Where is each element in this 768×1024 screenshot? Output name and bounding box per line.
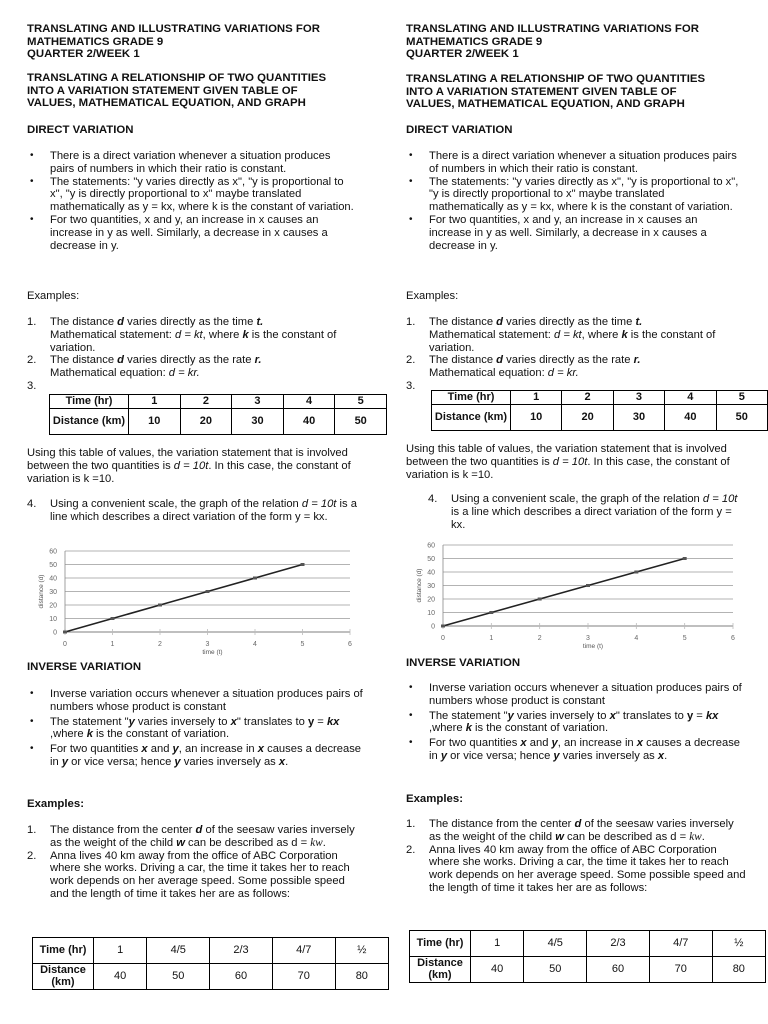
data-point xyxy=(253,577,257,580)
inverse-bullet-2-right: • The statement "y varies inversely to x" translates to y = kx ,where k is the constant of variation. xyxy=(406,710,746,736)
direct-table-time-row: Time (hr) 1 2 3 4 5 xyxy=(50,395,387,409)
x-axis-label: time (t) xyxy=(582,643,604,650)
direct-table-distance-row: Distance (km) 10 20 30 40 50 xyxy=(50,408,387,434)
title-line-1: TRANSLATING AND ILLUSTRATING VARIATIONS FOR xyxy=(27,23,320,35)
subtitle-line-3: VALUES, MATHEMATICAL EQUATION, AND GRAPH xyxy=(27,97,306,109)
y-tick-label: 60 xyxy=(427,542,435,550)
subtitle-line-2-right: INTO A VARIATION STATEMENT GIVEN TABLE OF xyxy=(406,85,677,98)
x-tick-label: 0 xyxy=(441,635,445,642)
direct-example-3-right: 3. xyxy=(406,379,416,392)
x-tick-label: 4 xyxy=(634,635,639,642)
direct-table-explanation-right: Using this table of values, the variation statement that is involved between the two quantities is d = 10t. In this case, the constant of variation is k =10. xyxy=(406,443,730,481)
y-tick-label: 20 xyxy=(49,602,57,610)
direct-bullet-2: • The statements: "y varies directly as x", "y is proportional to x", "y is directly proportional to x" maybe translated mathematically as y = kx, where k is the constant of variation. xyxy=(27,176,357,214)
direct-example-1: 1. The distance d varies directly as the time t. Mathematical statement: d = kt, where k is the constant of variation. xyxy=(27,316,337,354)
direct-example-4: 4. Using a convenient scale, the graph of the relation d = 10t is a line which describes a direct variation of the form y = kx. xyxy=(27,498,357,523)
inverse-examples xyxy=(27,824,362,901)
inverse-examples-right xyxy=(406,818,746,895)
subtitle-block xyxy=(27,72,372,110)
x-tick-label: 4 xyxy=(253,641,257,648)
y-tick-label: 20 xyxy=(427,596,435,604)
x-tick-label: 6 xyxy=(731,635,735,642)
inverse-table xyxy=(32,937,389,990)
direct-bullet-2-right: • The statements: "y varies directly as x", "y is proportional to x", "y is directly proportional to x" maybe translated mathematically as y = kx, where k is the constant of variation. xyxy=(406,176,741,214)
title-line-2: MATHEMATICS GRADE 9 xyxy=(27,35,164,48)
inverse-bullet-3: • For two quantities x and y, an increase in x causes a decrease in y or vice versa; hence y varies inversely as x. xyxy=(27,743,367,769)
y-tick-label: 30 xyxy=(49,589,57,596)
subtitle-block-right xyxy=(406,73,751,111)
inverse-table-distance-row-right: Distance (km) 40 50 60 70 80 xyxy=(410,957,766,983)
inverse-bullet-1-right: • Inverse variation occurs whenever a situation produces pairs of numbers whose product is constant xyxy=(406,682,746,708)
x-tick-label: 5 xyxy=(682,635,687,642)
direct-example-4-list xyxy=(27,498,357,524)
x-tick-label: 1 xyxy=(489,635,494,642)
data-point xyxy=(206,590,210,593)
direct-table-right xyxy=(431,390,768,431)
direct-examples-label: Examples: xyxy=(27,290,80,302)
y-tick-label: 30 xyxy=(427,583,435,590)
inverse-examples-label-right: Examples: xyxy=(406,793,463,805)
subtitle-line-1-right: TRANSLATING A RELATIONSHIP OF TWO QUANTITIES xyxy=(406,73,706,85)
data-point xyxy=(586,584,590,587)
inverse-bullet-3-right: • For two quantities x and y, an increase in x causes a decrease in y or vice versa; hence y varies inversely as x. xyxy=(406,737,746,763)
x-tick-label: 2 xyxy=(537,635,542,642)
y-axis-label: distance (d) xyxy=(38,574,45,609)
inverse-table-right xyxy=(409,930,766,983)
subtitle-line-3-right: VALUES, MATHEMATICAL EQUATION, AND GRAPH xyxy=(406,98,685,110)
inverse-variation-bullets-right xyxy=(406,682,746,763)
direct-variation-bullets-right xyxy=(406,150,741,252)
direct-example-2: 2. The distance d varies directly as the rate r. Mathematical equation: d = kr. xyxy=(27,354,262,380)
direct-bullet-3: • For two quantities, x and y, an increase in x causes an increase in y as well. Similarly, a decrease in x causes a decrease in y. xyxy=(27,214,357,252)
direct-bullet-1-right: • There is a direct variation whenever a situation produces pairs of numbers in which their ratio is constant. xyxy=(406,150,741,176)
inverse-example-2: 2. Anna lives 40 km away from the office of ABC Corporation where she works. Driving a car, the time it takes her to reach work depends on her average speed. Some possible speed and the length of time it takes her are as follows: xyxy=(27,849,350,900)
title-line-3: QUARTER 2/WEEK 1 xyxy=(27,48,140,60)
inverse-examples-label: Examples: xyxy=(27,798,84,810)
y-tick-label: 0 xyxy=(53,629,57,637)
inverse-bullet-2: • The statement "y varies inversely to x" translates to y = kx ,where k is the constant of variation. xyxy=(27,716,367,742)
direct-example-1-right: 1. The distance d varies directly as the time t. Mathematical statement: d = kt, where k is the constant of variation. xyxy=(406,316,716,354)
inverse-example-1: 1. The distance from the center d of the seesaw varies inversely as the weight of the child w can be described as d = kw. xyxy=(27,824,355,849)
title-block xyxy=(27,23,372,61)
direct-example-2-right: 2. The distance d varies directly as the rate r. Mathematical equation: d = kr. xyxy=(406,354,641,380)
data-point xyxy=(538,598,542,601)
series-line xyxy=(443,559,685,627)
x-axis-label: time (t) xyxy=(202,649,223,656)
direct-variation-graph-right xyxy=(408,537,743,650)
data-point xyxy=(301,563,305,566)
y-tick-label: 50 xyxy=(427,556,435,563)
inverse-variation-heading-right: INVERSE VARIATION xyxy=(406,657,521,669)
direct-variation-heading-right: DIRECT VARIATION xyxy=(406,124,513,136)
data-point xyxy=(158,604,162,607)
direct-example-4-right: 4. Using a convenient scale, the graph of the relation d = 10t is a line which describes a direct variation of the form y = kx. xyxy=(428,493,738,531)
inverse-example-2-right: 2. Anna lives 40 km away from the office of ABC Corporation where she works. Driving a car, the time it takes her to reach work depends on her average speed. Some possible speed and the length of time it takes her are as follows: xyxy=(406,843,746,894)
direct-table-time-row-right: Time (hr) 1 2 3 4 5 xyxy=(432,391,768,405)
y-tick-label: 10 xyxy=(49,616,57,623)
inverse-table-time-row-right: Time (hr) 1 4/5 2/3 4/7 ½ xyxy=(410,931,766,957)
y-tick-label: 0 xyxy=(431,623,435,631)
x-tick-label: 1 xyxy=(110,641,115,648)
x-tick-label: 2 xyxy=(158,641,162,648)
direct-bullet-3-right: • For two quantities, x and y, an increase in x causes an increase in y as well. Similarly, a decrease in x causes a decrease in y. xyxy=(406,214,741,252)
inverse-table-distance-row: Distance (km) 40 50 60 70 80 xyxy=(33,964,389,990)
x-tick-label: 3 xyxy=(205,641,210,648)
direct-examples-right xyxy=(406,316,746,393)
data-point xyxy=(683,557,687,560)
y-tick-label: 40 xyxy=(49,575,57,583)
y-tick-label: 40 xyxy=(427,569,435,577)
direct-variation-graph-left xyxy=(30,543,365,656)
y-tick-label: 10 xyxy=(427,610,435,617)
title-line-3-right: QUARTER 2/WEEK 1 xyxy=(406,48,519,60)
inverse-variation-bullets xyxy=(27,688,367,769)
direct-variation-bullets xyxy=(27,150,357,252)
data-point xyxy=(111,617,115,620)
x-tick-label: 0 xyxy=(63,641,67,648)
y-tick-label: 50 xyxy=(49,562,57,569)
subtitle-line-2: INTO A VARIATION STATEMENT GIVEN TABLE OF xyxy=(27,84,298,97)
title-line-2-right: MATHEMATICS GRADE 9 xyxy=(406,35,543,48)
data-point xyxy=(441,625,445,628)
x-tick-label: 5 xyxy=(300,641,305,648)
inverse-variation-heading: INVERSE VARIATION xyxy=(27,661,142,673)
direct-examples xyxy=(27,316,362,393)
inverse-table-time-row: Time (hr) 1 4/5 2/3 4/7 ½ xyxy=(33,938,389,964)
x-tick-label: 3 xyxy=(586,635,590,642)
direct-example-3: 3. xyxy=(27,379,37,392)
inverse-bullet-1: • Inverse variation occurs whenever a situation produces pairs of numbers whose product is constant xyxy=(27,688,367,714)
direct-table-explanation: Using this table of values, the variation statement that is involved between the two quantities is d = 10t. In this case, the constant of variation is k =10. xyxy=(27,447,351,485)
direct-examples-label-right: Examples: xyxy=(406,290,459,302)
direct-bullet-1: • There is a direct variation whenever a situation produces pairs of numbers in which their ratio is constant. xyxy=(27,150,357,176)
data-point xyxy=(489,611,493,614)
x-tick-label: 6 xyxy=(348,641,352,648)
direct-variation-heading: DIRECT VARIATION xyxy=(27,124,134,136)
direct-example-4-list-right xyxy=(428,493,746,531)
subtitle-line-1: TRANSLATING A RELATIONSHIP OF TWO QUANTITIES xyxy=(27,72,327,84)
series-line xyxy=(65,565,303,633)
data-point xyxy=(63,631,67,634)
direct-table-distance-row-right: Distance (km) 10 20 30 40 50 xyxy=(432,404,768,430)
direct-table xyxy=(49,394,387,435)
y-tick-label: 60 xyxy=(49,548,57,556)
title-block-right xyxy=(406,23,751,61)
y-axis-label: distance (d) xyxy=(416,568,423,603)
inverse-example-1-right: 1. The distance from the center d of the seesaw varies inversely as the weight of the child w can be described as d = kw. xyxy=(406,818,734,843)
title-line-1-right: TRANSLATING AND ILLUSTRATING VARIATIONS FOR xyxy=(406,23,699,35)
data-point xyxy=(634,571,638,574)
